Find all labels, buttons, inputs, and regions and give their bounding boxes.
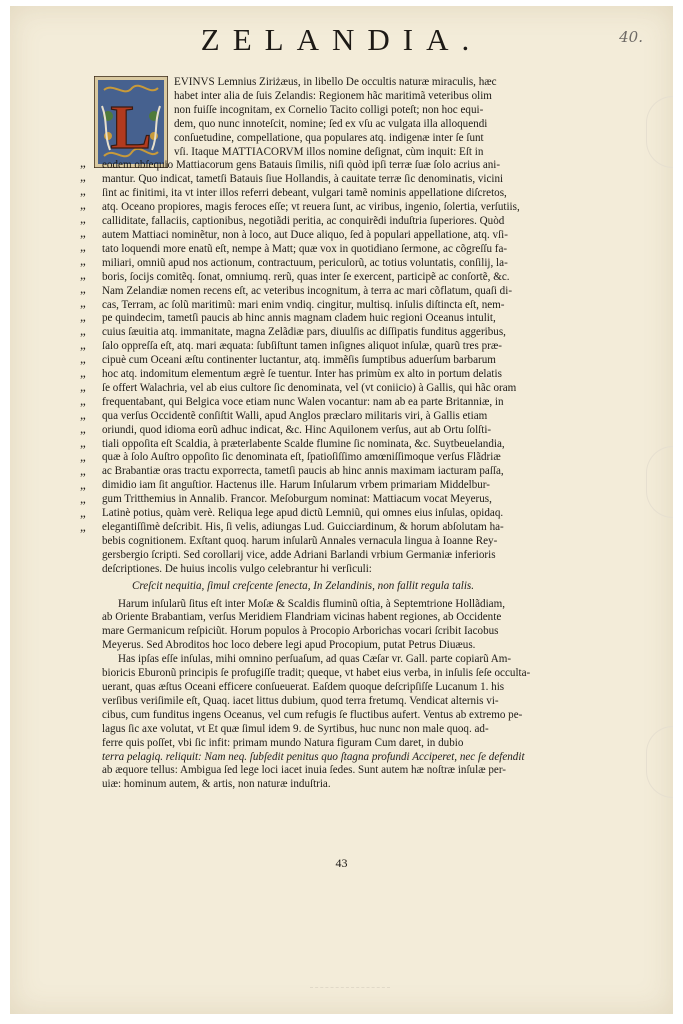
text-line: autem Mattiaci nominẽtur, non à loco, aut Duce aliquo, ſed à populari appellatione, atq. vſi- — [102, 228, 508, 241]
text-line: cas, Terram, ac ſolũ maritimũ: mari enim vndiq. cingitur, multisq. inſulis diſtincta eſt, nem- — [102, 298, 505, 311]
marginal-mark: „ — [80, 421, 86, 436]
marginal-mark: „ — [80, 505, 86, 520]
page-number: 43 — [335, 856, 348, 870]
pencil-folio-number: 40. — [619, 28, 643, 46]
text-line: EVINVS Lemnius Ziriżæus, in libello De occultis naturæ miraculis, hæc — [174, 76, 497, 88]
main-text-block — [102, 76, 604, 792]
show-through-mark — [646, 726, 673, 798]
marginal-mark: „ — [80, 211, 86, 226]
marginal-mark: „ — [80, 519, 86, 534]
text-line: mare Germanicum reſpiciũt. Horum populos à Procopio Arborichas vocari ſcribit Iacobus — [102, 625, 499, 638]
text-line: bioricis Eburonũ principis ſe profugiſſe tradit; queque, vt habet eius verba, in inſulis ſeſe occulta- — [102, 667, 531, 680]
text-line: pe quindecim, tametſi paucis ab hinc annis magnam cladem huic regioni Oceanus intulit, — [102, 312, 496, 325]
initial-letter: L — [110, 94, 152, 162]
marginal-mark: „ — [80, 449, 86, 464]
text-line: gum Tritthemius in Annalib. Francor. Meſoburgum nominat: Mattiacum vocat Meyerus, — [102, 493, 492, 506]
marginal-mark: „ — [80, 379, 86, 394]
text-line: ſint ac finitimi, ita vt inter illos referri debeant, vulgari tamẽ nominis appellatione diſcretos, — [102, 187, 507, 200]
marginal-mark: „ — [80, 351, 86, 366]
text-line: ab Oriente Brabantiam, verſus Meridiem Flandriam vicinas habent regiones, ab Occidente — [102, 611, 502, 624]
marginal-mark: „ — [80, 267, 86, 282]
text-line: qua verſus Occidentẽ conſiſtit Walli, apud Anglos præclaro militaris viri, à Gallis etiam — [102, 409, 488, 422]
marginal-mark: „ — [80, 337, 86, 352]
text-line: dimidio iam ſit anguſtior. Hactenus ille. Harum Inſularum vrbem primariam Middelbur- — [102, 479, 490, 492]
text-line: ſalo oppreſſa eſt, atq. mari æquata: ſubſiſtunt tamen inſignes aliquot inſulæ, quarũ tres præ- — [102, 340, 502, 353]
text-line: terra pelagiq. reliquit: Nam neq. ſubſedit penitus quo ſtagna profundi Acciperet, nec ſe defendit — [102, 750, 525, 763]
text-line: boris, ſocijs comitẽq. ſonat, omniumq. rerũ, quas inter ſe exercent, participẽ ac conſortẽ, &c. — [102, 270, 510, 283]
text-line: lagus ſic axe volutat, vt Et quæ ſimul idem 9. de Syrtibus, huc nunc non male quoq. ad- — [102, 722, 489, 735]
marginal-mark: „ — [80, 295, 86, 310]
marginal-mark: „ — [80, 239, 86, 254]
text-line: cibus, cum funditus ingens Oceanus, vel cum refugis ſe fluctibus aufert. Ventus ab extremo pe- — [102, 708, 523, 721]
marginal-mark: „ — [80, 407, 86, 422]
text-line: deſcriptiones. De huius incolis vulgo celebrantur hi verſiculi: — [102, 562, 372, 575]
text-line: cuius ſæuitia atq. immanitate, magna Zelãdiæ pars, diuulſis ac diſſipatis funditus aggeribus, — [102, 326, 506, 339]
text-line: ab æquore tellus: Ambigua ſed lege loci iacet inuia ſedes. Sunt autem hæ noſtræ inſulæ per- — [102, 764, 507, 777]
marginal-mark: „ — [80, 463, 86, 478]
show-through-mark — [310, 987, 390, 1006]
text-line: uerant, quas æſtus Oceani efficere conſueuerat. Eaſdem quoque deſcripſiſſe Lucanum 1. his — [102, 680, 505, 693]
marginal-mark: „ — [80, 309, 86, 324]
marginal-mark: „ — [80, 323, 86, 338]
text-line: tato loquendi more enatũ eſt, nempe à Matt; quæ vox in quotidiano ſermone, ac cõgreſſu fa- — [102, 242, 508, 255]
marginal-mark: „ — [80, 491, 86, 506]
text-line: Meyerus. Sed Abroditos hoc loco debere legi apud Procopium, putat Petrus Diuæus. — [102, 639, 476, 652]
marginal-mark: „ — [80, 281, 86, 296]
text-line: gersbergio ſcripti. Sed corollarij vice, adde Adriani Barlandi vrbium Germaniæ inferioris — [102, 548, 496, 561]
text-line: Harum inſularũ ſitus eſt inter Moſæ & Scaldis fluminũ oſtia, à Septemtrione Hollãdiam, — [118, 597, 505, 610]
text-line: quæ à ſolo Auſtro oppoſito ſic denominata eſt, ſpatioſiſſimo amœniſſimoque verſus Flãdriæ — [102, 451, 501, 464]
marginal-mark: „ — [80, 393, 86, 408]
text-line: uiæ: hominum autem, & artis, non naturæ induſtria. — [102, 778, 331, 791]
text-line: calliditate, fallaciis, captionibus, negotiãdi peritia, ac conquirẽdi induſtria ſuperiores. Quòd — [102, 215, 505, 228]
book-page — [10, 6, 673, 1014]
text-line: tiali oppoſita eſt Scaldia, à præterlabente Scalde flumine ſic nominata, &c. Suytbeuelandia, — [102, 437, 505, 450]
text-line: ſe offert Walachria, vel ab eius cultore ſic denominata, vel (vt coniicio) à Gallis, qui hãc oram — [102, 381, 517, 394]
marginal-mark: „ — [80, 197, 86, 212]
text-line: Nam Zelandiæ nomen recens eſt, ac veteribus incognitum, à terra ac mari cõflatum, quaſi di- — [102, 284, 513, 297]
marginal-mark: „ — [80, 477, 86, 492]
text-line: miliari, omniũ apud nos actionum, contractuum, periculorũ, ac totius voluntatis, conſilij, la- — [102, 256, 508, 269]
marginal-mark: „ — [80, 183, 86, 198]
text-line: verſibus veriſimile eſt, Quaq. iacet littus dubium, quod terra fretumq. Vendicat alternis vi- — [102, 694, 499, 707]
marginal-mark: „ — [80, 365, 86, 380]
marginal-mark: „ — [80, 169, 86, 184]
text-line: non fuiſſe incognitam, ex Cornelio Tacito colligi poteſt; non hoc equi- — [174, 103, 484, 116]
show-through-mark — [646, 96, 673, 168]
text-line: vſi. Itaque MATTIACORVM illos nomine deſignat, cùm inquit: Eſt in — [174, 145, 484, 158]
text-line: Has ipſas eſſe inſulas, mihi omnino perſuaſum, ad quas Cæſar vr. Gall. parte copiarũ Am- — [118, 653, 512, 666]
marginal-mark: „ — [80, 435, 86, 450]
text-line: elegantiſſimè deſcribit. His, ſi velis, adiungas Lud. Guicciardinum, & horum abſolutam ha- — [102, 521, 504, 533]
text-line: ferre quis poſſet, vbi ſic infit: primam mundo Natura figuram Cum daret, in dubio — [102, 736, 464, 749]
text-line: dem, quo nunc innoteſcit, nomine; ſed ex vſu ac vulgata illa alloquendi — [174, 117, 488, 130]
marginal-mark: „ — [80, 253, 86, 268]
page-title: ZELANDIA. — [200, 22, 483, 57]
text-line: cipuè cum Oceani æſtu continenter luctantur, atq. immẽſis ſumptibus aduerſum barbarum — [102, 354, 496, 367]
text-line: hoc atq. indomitum elementum ægrè ſe tuentur. Inter has primùm ex alto in portum delatis — [102, 368, 502, 381]
text-line: atq. Oceano propiores, magis feroces eſſe; vt reuera ſunt, ac viribus, ingenio, ſolertia, verſutiis, — [102, 201, 520, 214]
text-line: bebis cognitionem. Exſtant quoq. harum inſularũ Annales vernacula lingua à Ioanne Rey- — [102, 534, 498, 547]
text-line: conſuetudine, compellatione, qua populares atq. indigenæ inter ſe ſunt — [174, 131, 484, 144]
text-line: eodem obſequio Mattiacorum gens Batauis ſimilis, niſi quòd ipſi terræ ſuæ ſolo acrius ani- — [102, 159, 501, 172]
text-line: oriundi, quod idioma eorũ adhuc indicat, &c. Hinc Aquilonem verſus, aut ab Ortu ſolſti- — [102, 423, 492, 436]
text-line: habet inter alia de ſuis Zelandis: Regionem hãc maritimã veteribus olim — [174, 89, 492, 102]
show-through-mark — [646, 446, 673, 518]
text-line: Latinè potius, quàm verè. Reliqua lege apud dictũ Lemniũ, qui omnes eius inſulas, opidaq. — [102, 507, 504, 520]
text-line: mantur. Quo indicat, tametſi Batauis ſiue Hollandis, à cauitate terræ ſic denominatis, vicini — [102, 173, 504, 186]
text-line: ac Brabantiæ oras tractu exporrecta, tametſi paucis ab hinc annis maximam iacturam paſſa, — [102, 465, 504, 478]
marginal-mark: „ — [80, 155, 86, 170]
marginal-mark: „ — [80, 225, 86, 240]
text-line: frequentabant, qui Belgica voce etiam nunc Walen vocantur: nam ab ea parte Britanniæ, in — [102, 395, 504, 408]
verse-line: Creſcit nequitia, ſimul creſcente ſenecta, In Zelandinis, non fallit regula talis. — [132, 579, 475, 592]
